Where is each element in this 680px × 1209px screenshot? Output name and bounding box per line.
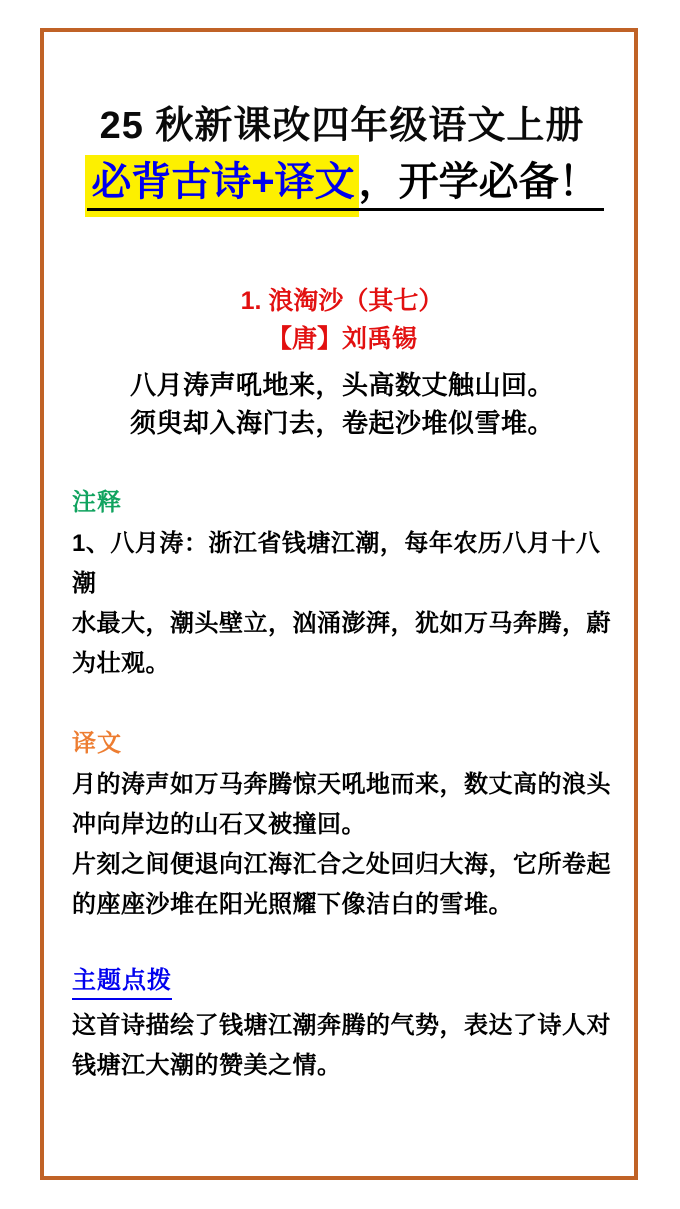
notes-body [72, 524, 612, 684]
translation-body [72, 765, 612, 925]
translation-section [72, 729, 612, 925]
theme-heading-text: 主题点拨 [72, 966, 172, 1000]
main-title: 25 秋新课改四年级语文上册 [99, 105, 585, 147]
notes-section [72, 488, 612, 684]
subtitle-rest: ，开学必备！ [358, 160, 599, 204]
notes-line: 1、八月涛：浙江省钱塘江潮，每年农历八月十八潮 [72, 530, 601, 597]
theme-section [72, 966, 612, 1086]
subtitle-underline [87, 208, 603, 211]
theme-heading [72, 966, 612, 1000]
translation-heading: 译文 [72, 730, 122, 757]
translation-line: 的座座沙堆在阳光照耀下像洁白的雪堆。 [72, 891, 513, 918]
subtitle [72, 158, 612, 216]
page-frame [40, 28, 638, 1180]
subtitle-inner [85, 158, 598, 216]
translation-line: 冲向岸边的山石又被撞回。 [72, 811, 366, 838]
theme-line: 钱塘江大潮的赞美之情。 [72, 1052, 342, 1079]
theme-body [72, 1006, 612, 1086]
theme-line: 这首诗描绘了钱塘江潮奔腾的气势，表达了诗人对 [72, 1012, 611, 1039]
page-content [44, 103, 634, 1086]
notes-line: 为壮观。 [72, 650, 170, 677]
notes-heading: 注释 [72, 489, 122, 516]
translation-line: 片刻之间便退向江海汇合之处回归大海，它所卷起 [72, 851, 611, 878]
poem-author: 【唐】刘禹锡 [266, 325, 417, 353]
poem-line: 八月涛声吼地来，头高数丈触山回。 [129, 370, 554, 400]
subtitle-highlight: 必背古诗+译文 [85, 155, 358, 217]
poem-line: 须臾却入海门去，卷起沙堆似雪堆。 [129, 408, 554, 438]
poem-lines [72, 366, 612, 442]
translation-line: 月的涛声如万马奔腾惊天吼地而来，数丈高的浪头 [72, 771, 611, 798]
notes-line: 水最大，潮头壁立，汹涌澎湃，犹如万马奔腾，蔚 [72, 610, 611, 637]
poem-title: 1. 浪淘沙（其七） [240, 287, 444, 315]
